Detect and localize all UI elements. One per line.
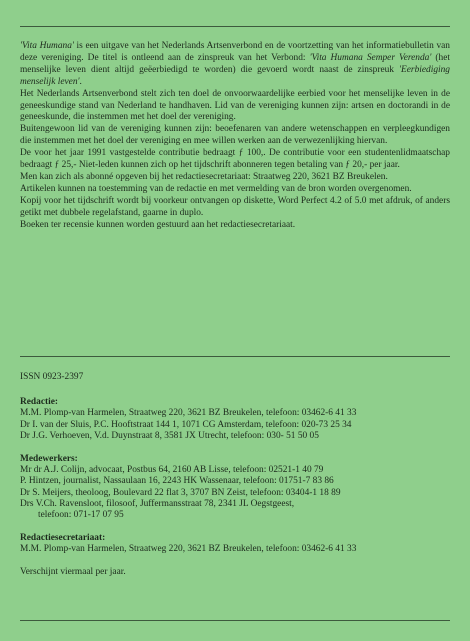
colophon: [20, 372, 450, 578]
secretariaat-line: M.M. Plomp-van Harmelen, Straatweg 220, 3621 BZ Breukelen, telefoon: 03462-6 41 33: [20, 544, 357, 555]
intro-text: [20, 41, 450, 232]
medewerkers-heading: Medewerkers:: [20, 454, 78, 465]
intro-paragraph-7: Kopij voor het tijdschrift wordt bij voorkeur ontvangen op diskette, Word Perfect 4.2 of 5.0 met afdruk, of anders getikt met dubbele regelafstand, gaarne in duplo.: [20, 195, 450, 218]
redactie-block: [20, 397, 450, 442]
intro-paragraph-1: 'Vita Humana' is een uitgave van het Nederlands Artsenverbond en de voortzetting van het informatiebulletin van deze vereniging. De titel is ontleend aan de zinspreuk van het Verbond: 'Vita Humana Semper Verenda' (het menselijke leven dient altijd geëerbiedigd te worden) die gevoerd wordt naast de zinspreuk 'Eerbiediging menselijk leven'.: [20, 41, 450, 87]
medewerker-line: Dr S. Meijers, theoloog, Boulevard 22 flat 3, 3707 BN Zeist, telefoon: 03404-1 18 89: [20, 487, 341, 498]
redactie-line: M.M. Plomp-van Harmelen, Straatweg 220, 3621 BZ Breukelen, telefoon: 03462-6 41 33: [20, 408, 357, 419]
intro-paragraph-4: De voor het jaar 1991 vastgestelde contributie bedraagt ƒ 100,. De contributie voor een studentenlidmaatschap bedraagt ƒ 25,- Niet-leden kunnen zich op het tijdschrift abonneren tegen betaling van ƒ 20,- per jaar.: [20, 148, 450, 171]
motto-latin: 'Vita Humana Semper Verenda': [309, 52, 432, 63]
motto-dutch: 'Eerbiediging menselijk leven': [20, 64, 450, 87]
redactie-heading: Redactie:: [20, 397, 59, 408]
intro-paragraph-2: Het Nederlands Artsenverbond stelt zich ten doel de onvoorwaardelijke eerbied voor het menselijke leven in de geneeskundige stand van Nederland te handhaven. Lid van de vereniging kunnen zijn: artsen en doctorandi in de geneeskunde, die instemmen met het doel der vereniging.: [20, 88, 450, 123]
medewerker-line-continued: telefoon: 071-17 07 95: [38, 510, 124, 521]
redactie-line: Dr J.G. Verhoeven, V.d. Duynstraat 8, 3581 JX Utrecht, telefoon: 030- 51 50 05: [20, 430, 319, 441]
medewerkers-block: [20, 454, 450, 521]
top-rule: [20, 26, 450, 27]
secretariaat-block: [20, 533, 450, 555]
bottom-rule: [20, 620, 450, 621]
intro-paragraph-5: Men kan zich als abonné opgeven bij het redactiesecretariaat: Straatweg 220, 3621 BZ Breukelen.: [20, 171, 388, 182]
intro-paragraph-8: Boeken ter recensie kunnen worden gestuurd aan het redactiesecretariaat.: [20, 219, 296, 230]
issn: ISSN 0923-2397: [20, 372, 84, 382]
medewerker-line: Drs V.Ch. Ravensloot, filosoof, Juffermansstraat 78, 2341 JL Oegstgeest,: [20, 498, 295, 509]
intro-paragraph-3: Buitengewoon lid van de vereniging kunnen zijn: beoefenaren van andere wetenschappen en verpleegkundigen die instemmen met het doel der vereniging en mee willen werken aan de verwezenlijking hiervan.: [20, 124, 450, 147]
redactie-line: Dr I. van der Sluis, P.C. Hooftstraat 144 1, 1071 CG Amsterdam, telefoon: 020-73 25 34: [20, 419, 352, 430]
middle-rule: [20, 356, 450, 357]
secretariaat-heading: Redactiesecretariaat:: [20, 533, 106, 544]
medewerker-line: P. Hintzen, journalist, Nassaulaan 16, 2243 HK Wassenaar, telefoon: 01751-7 83 86: [20, 476, 334, 487]
intro-paragraph-6: Artikelen kunnen na toestemming van de redactie en met vermelding van de bron worden overgenomen.: [20, 183, 412, 194]
medewerker-line: Mr dr A.J. Colijn, advocaat, Postbus 64, 2160 AB Lisse, telefoon: 02521-1 40 79: [20, 465, 324, 476]
publication-frequency: Verschijnt viermaal per jaar.: [20, 566, 126, 577]
journal-title: 'Vita Humana': [20, 41, 74, 51]
